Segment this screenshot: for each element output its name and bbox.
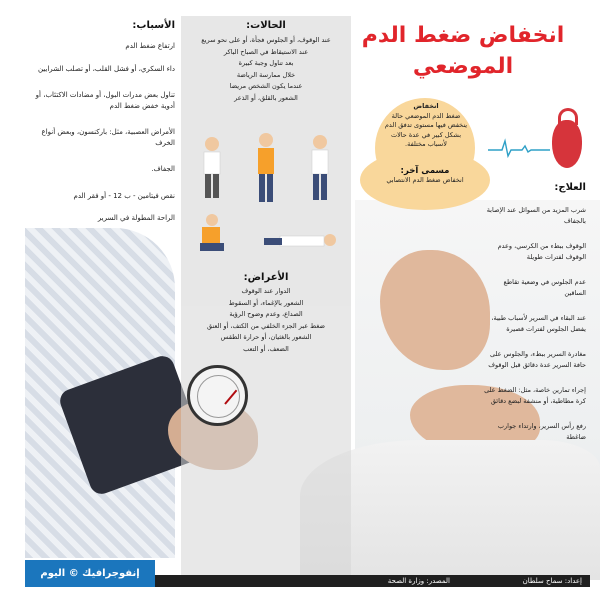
- cases-item: عند الاستيقاظ في الصباح الباكر: [223, 47, 309, 56]
- cases-item: خلال ممارسة الرياضة: [236, 70, 296, 79]
- symptoms-item: الشعور بالإغماء، أو السقوط: [228, 298, 304, 307]
- title-line-2: الموضعي: [412, 54, 514, 79]
- causes-section: [30, 20, 175, 236]
- causes-item: الجفاف.: [151, 165, 175, 173]
- footer-source: المصدر: وزارة الصحة: [387, 577, 450, 585]
- cases-item: بعد تناول وجبة كبيرة: [238, 59, 294, 67]
- alyaum-logo: [25, 560, 155, 587]
- symptoms-list: [186, 286, 346, 355]
- chest-pain-man-figure: [312, 135, 328, 200]
- cases-item: عندما يكون الشخص مريضا: [229, 82, 303, 90]
- kneeling-man-figure: [200, 214, 224, 251]
- causes-item: ارتفاع ضغط الدم: [125, 42, 175, 50]
- other-name-block: [370, 166, 480, 185]
- cases-heading: الحالات:: [246, 20, 286, 31]
- title-line-1: انخفاض ضغط الدم: [361, 23, 565, 48]
- pressure-gauge-icon: [187, 365, 248, 426]
- definition-block: [384, 102, 468, 150]
- dizzy-man-figure: [204, 137, 220, 198]
- symptoms-item: الضعف، أو التعب: [243, 344, 289, 353]
- cases-section: [186, 20, 346, 104]
- treatment-item: مغادرة السرير ببطء، والجلوس على حافة السرير عدة دقائق قبل الوقوف: [488, 350, 586, 369]
- heart-icon: [552, 120, 582, 168]
- causes-item: الأمراض العصبية، مثل: باركنسون، وبعض أنواع الخرف: [41, 128, 175, 147]
- symptoms-heading: الأعراض:: [243, 272, 289, 283]
- fallen-man-figure: [264, 234, 336, 246]
- symptoms-item: ضغط عبر الجزء الخلفي من الكتف، أو العنق: [206, 321, 326, 330]
- cases-list: [186, 35, 346, 104]
- treatment-item: رفع رأس السرير، وارتداء جوارب ضاغطة: [497, 422, 586, 441]
- treatment-section: [480, 182, 586, 455]
- symptoms-item: الشعور بالغثيان، أو حرارة الطقس: [220, 333, 312, 341]
- causes-list: [30, 41, 175, 224]
- treatment-item: إجراء تمارين خاصة، مثل: الضغط على كرة مطاطية، أو منشفة لبضع دقائق: [484, 386, 586, 405]
- symptoms-item: الصداع، وعدم وضوح الرؤية: [229, 310, 303, 318]
- other-name-text: انخفاض ضغط الدم الانتصابي: [386, 176, 464, 184]
- footer-prepared-by: إعداد: سماح سلطان: [522, 577, 582, 585]
- causes-heading: الأسباب:: [132, 20, 175, 31]
- causes-item: تناول بعض مدرات البول، أو مضادات الاكتئاب، أو أدوية خفض ضغط الدم: [35, 91, 175, 110]
- symptoms-section: [186, 272, 346, 355]
- standing-man-figure: [258, 133, 274, 202]
- treatment-item: الوقوف ببطء من الكرسي، وعدم الوقوف لفترات طويلة: [497, 242, 586, 261]
- cases-item: عند الوقوف، أو الجلوس فجأة، أو على نحو سريع: [201, 36, 331, 44]
- definition-heading: انخفاض: [413, 102, 439, 110]
- ecg-line-icon: [488, 138, 550, 158]
- treatment-item: شرب المزيد من السوائل عند الإصابة بالجفاف: [486, 206, 586, 225]
- symptom-figures-illustration: [190, 128, 345, 263]
- definition-text: ضغط الدم الموضعي حالة ينخفض فيها مستوى تدفق الدم بشكل كبير في عدة حالات لأسباب مختلفة.: [384, 111, 468, 148]
- causes-item: الراحة المطولة في السرير: [97, 214, 175, 222]
- logo-text: إنفوجرافيك © اليوم: [40, 568, 140, 579]
- causes-item: داء السكري، أو فشل القلب، أو تصلب الشرايين: [37, 64, 175, 73]
- other-name-heading: مسمى آخر:: [400, 166, 450, 176]
- treatment-heading: العلاج:: [554, 182, 586, 193]
- page-title: [358, 20, 568, 82]
- causes-item: نقص فيتامين - ب 12 - أو فقر الدم: [73, 191, 175, 200]
- treatment-item: عند البقاء في السرير لأسباب طبية، يفضل الجلوس لفترات قصيرة: [491, 314, 586, 333]
- symptoms-item: الدوار عند الوقوف: [241, 287, 291, 295]
- treatment-list: [480, 205, 586, 443]
- cases-item: الشعور بالقلق، أو الذعر: [234, 93, 298, 102]
- treatment-item: عدم الجلوس في وضعية تقاطع الساقين: [503, 278, 586, 297]
